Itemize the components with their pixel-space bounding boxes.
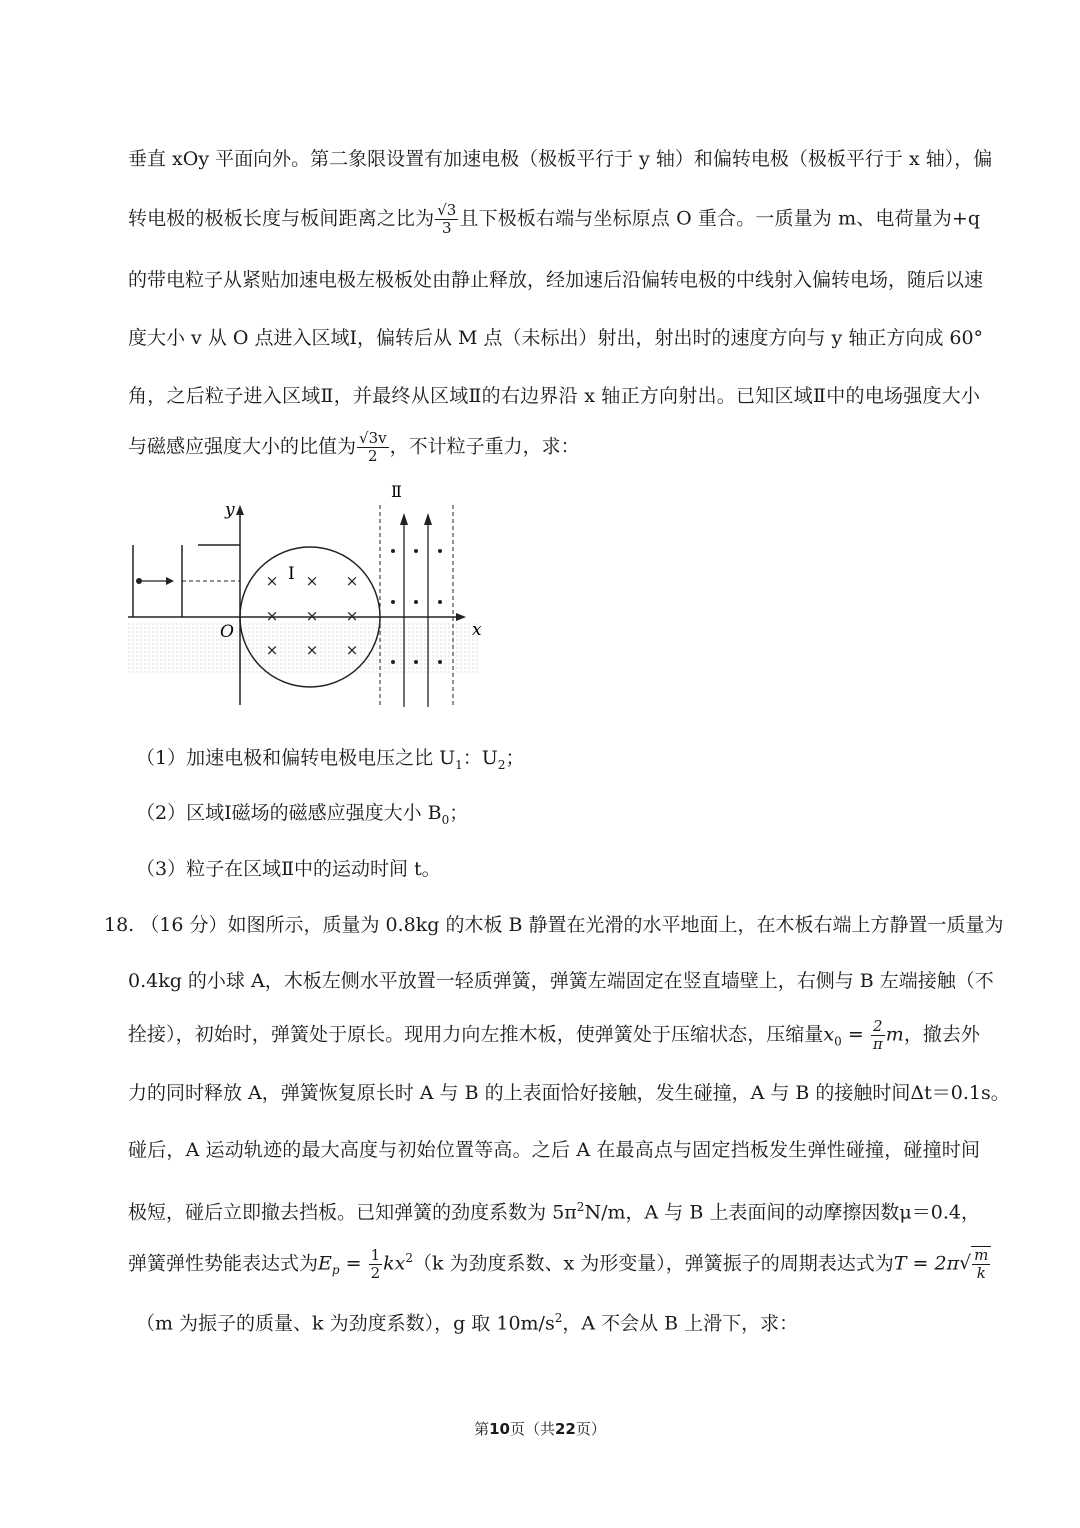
text-span: ，撤去外 [903,1023,980,1046]
footer-text: 第 [474,1422,490,1438]
dot-mark [391,600,395,604]
math-var: x [823,1023,835,1046]
text-span: （1）加速电极和偏转电极电压之比 U [136,747,456,769]
math-var: m [885,1023,904,1046]
text-line-1 [128,144,993,174]
text-span: N/m，A 与 B 上表面间的动摩擦因数μ＝0.4， [584,1201,980,1224]
text-span: ：U [462,747,498,769]
subscript: 0 [834,1034,842,1049]
fraction-sqrt3-over-3 [435,202,458,237]
cross-mark: × [345,641,359,659]
text-span: （2）区域Ⅰ磁场的磁感应强度大小 B [136,802,442,824]
dot-mark [414,660,418,664]
problem-18-line-4 [128,1078,1010,1108]
text-span: = [339,1252,368,1275]
text-span: 转电极的极板长度与板间距离之比为 [128,207,435,230]
fraction-numerator: 2 [871,1018,885,1036]
y-axis-arrow [236,505,244,515]
cross-mark: × [265,572,279,590]
text-span: 拴接），初始时，弹簧处于原长。现用力向左推木板，使弹簧处于压缩状态，压缩量 [128,1023,824,1046]
fraction-sqrt3v-over-2 [357,430,389,465]
subscript: 1 [455,757,463,772]
fraction-denominator: 2 [370,1263,381,1282]
fraction-numerator: √3 [437,201,457,219]
text-span: 度大小 v 从 O 点进入区域Ⅰ，偏转后从 M 点（未标出）射出，射出时的速度方向与 y 轴正方向成 60° [128,327,984,349]
fraction-numerator: 1 [370,1245,381,1264]
dot-mark [438,549,442,553]
fraction-denominator: 2 [368,447,378,465]
cross-mark: × [305,607,319,625]
text-span: ； [449,802,469,824]
text-span: 的带电粒子从紧贴加速电极左极板处由静止释放，经加速后沿偏转电极的中线射入偏转电场，随后以速 [128,269,984,291]
dot-mark [414,600,418,604]
problem-18-line-2 [128,966,994,996]
superscript: 2 [576,1200,585,1214]
dot-mark [438,600,442,604]
text-line-4 [128,323,984,353]
superscript: 2 [405,1251,413,1265]
origin-label: O [220,622,234,642]
physics-diagram [120,475,500,715]
superscript: 2 [554,1311,563,1325]
text-span: 弹簧弹性势能表达式为 [128,1252,319,1275]
question-2 [136,798,988,835]
text-span: （k 为劲度系数、x 为形变量），弹簧振子的周期表达式为 [413,1252,894,1275]
fraction-numerator: m [974,1246,989,1265]
text-span: 角，之后粒子进入区域Ⅱ，并最终从区域Ⅱ的右边界沿 x 轴正方向射出。已知区域Ⅱ中的电场强度大小 [128,385,980,407]
text-span: 与磁感应强度大小的比值为 [128,435,357,458]
text-span: （3）粒子在区域Ⅱ中的运动时间 t。 [136,858,441,880]
math-var: T = 2π [893,1252,960,1275]
text-line-6 [128,430,980,465]
field-arrow [424,513,432,525]
fraction-denominator: k [976,1264,986,1283]
text-span: 力的同时释放 A，弹簧恢复原长时 A 与 B 的上表面恰好接触，发生碰撞，A 与 B 的接触时间Δt＝0.1s。 [128,1082,1010,1104]
text-span: ，不计粒子重力，求： [389,435,580,458]
text-span: ； [505,747,525,769]
problem-18-line-3 [128,1018,980,1056]
problem-18-line-1 [104,910,1004,940]
cross-mark: × [305,641,319,659]
cross-mark: × [265,607,279,625]
page-footer [0,1418,1080,1439]
text-span: （m 为振子的质量、k 为劲度系数），g 取 10m/s [136,1312,555,1335]
fraction-numerator: √3v [359,429,387,447]
sqrt-m-over-k: √ $\frac{m}{k}$ [959,1246,991,1282]
footer-text: 页） [575,1422,606,1438]
text-span: 且下极板右端与坐标原点 O 重合。一质量为 m、电荷量为+q [459,207,980,230]
region-ii-label: Ⅱ [391,482,402,501]
fraction-2-over-pi [871,1018,885,1053]
problem-18-line-6 [128,1192,980,1227]
problem-18-line-5 [128,1135,980,1165]
question-3 [136,854,988,884]
subscript: 0 [441,812,450,827]
x-axis-arrow [456,613,466,621]
question-1 [136,743,988,780]
subscript: 2 [497,757,506,772]
math-var: kx [383,1252,406,1275]
x-axis-label: x [472,620,482,640]
problem-18-line-8 [136,1303,988,1338]
text-span: 垂直 xOy 平面向外。第二象限设置有加速电极（极板平行于 y 轴）和偏转电极（极板平行于 x 轴），偏 [128,148,993,170]
particle-arrow [166,577,174,585]
y-axis-label: y [225,500,235,520]
page-number: 10 [489,1420,510,1438]
text-span: 碰后，A 运动轨迹的最大高度与初始位置等高。之后 A 在最高点与固定挡板发生弹性碰撞，碰撞时间 [128,1139,980,1161]
cross-mark: × [345,607,359,625]
ground-shading [128,621,480,673]
text-span: 0.4kg 的小球 A，木板左侧水平放置一轻质弹簧，弹簧左端固定在竖直墙壁上，右侧与 B 左端接触（不 [128,970,994,992]
text-span: = [841,1023,870,1046]
text-line-2 [128,202,980,237]
fraction-denominator: π [872,1035,883,1053]
footer-text: 页（共 [509,1422,555,1438]
dot-mark [438,660,442,664]
problem-18-line-7 [128,1243,989,1285]
dot-mark [391,660,395,664]
cross-mark: × [265,641,279,659]
text-span: 18. （16 分）如图所示，质量为 0.8kg 的木板 B 静置在光滑的水平地面上，在木板右端上方静置一质量为 [104,914,1004,936]
region-i-label: Ⅰ [288,564,295,584]
subscript: p [331,1263,340,1278]
total-pages: 22 [555,1420,576,1438]
dot-mark [391,549,395,553]
text-span: 极短，碰后立即撤去挡板。已知弹簧的劲度系数为 5π [128,1201,577,1224]
dot-mark [414,549,418,553]
cross-mark: × [345,572,359,590]
cross-mark: × [305,572,319,590]
field-arrow [400,513,408,525]
text-line-5 [128,381,980,411]
fraction-1-over-2 [369,1247,383,1282]
math-var: E [318,1252,332,1275]
fraction-denominator: 3 [442,219,452,237]
text-line-3 [128,265,984,295]
text-span: ，A 不会从 B 上滑下，求： [562,1312,799,1335]
